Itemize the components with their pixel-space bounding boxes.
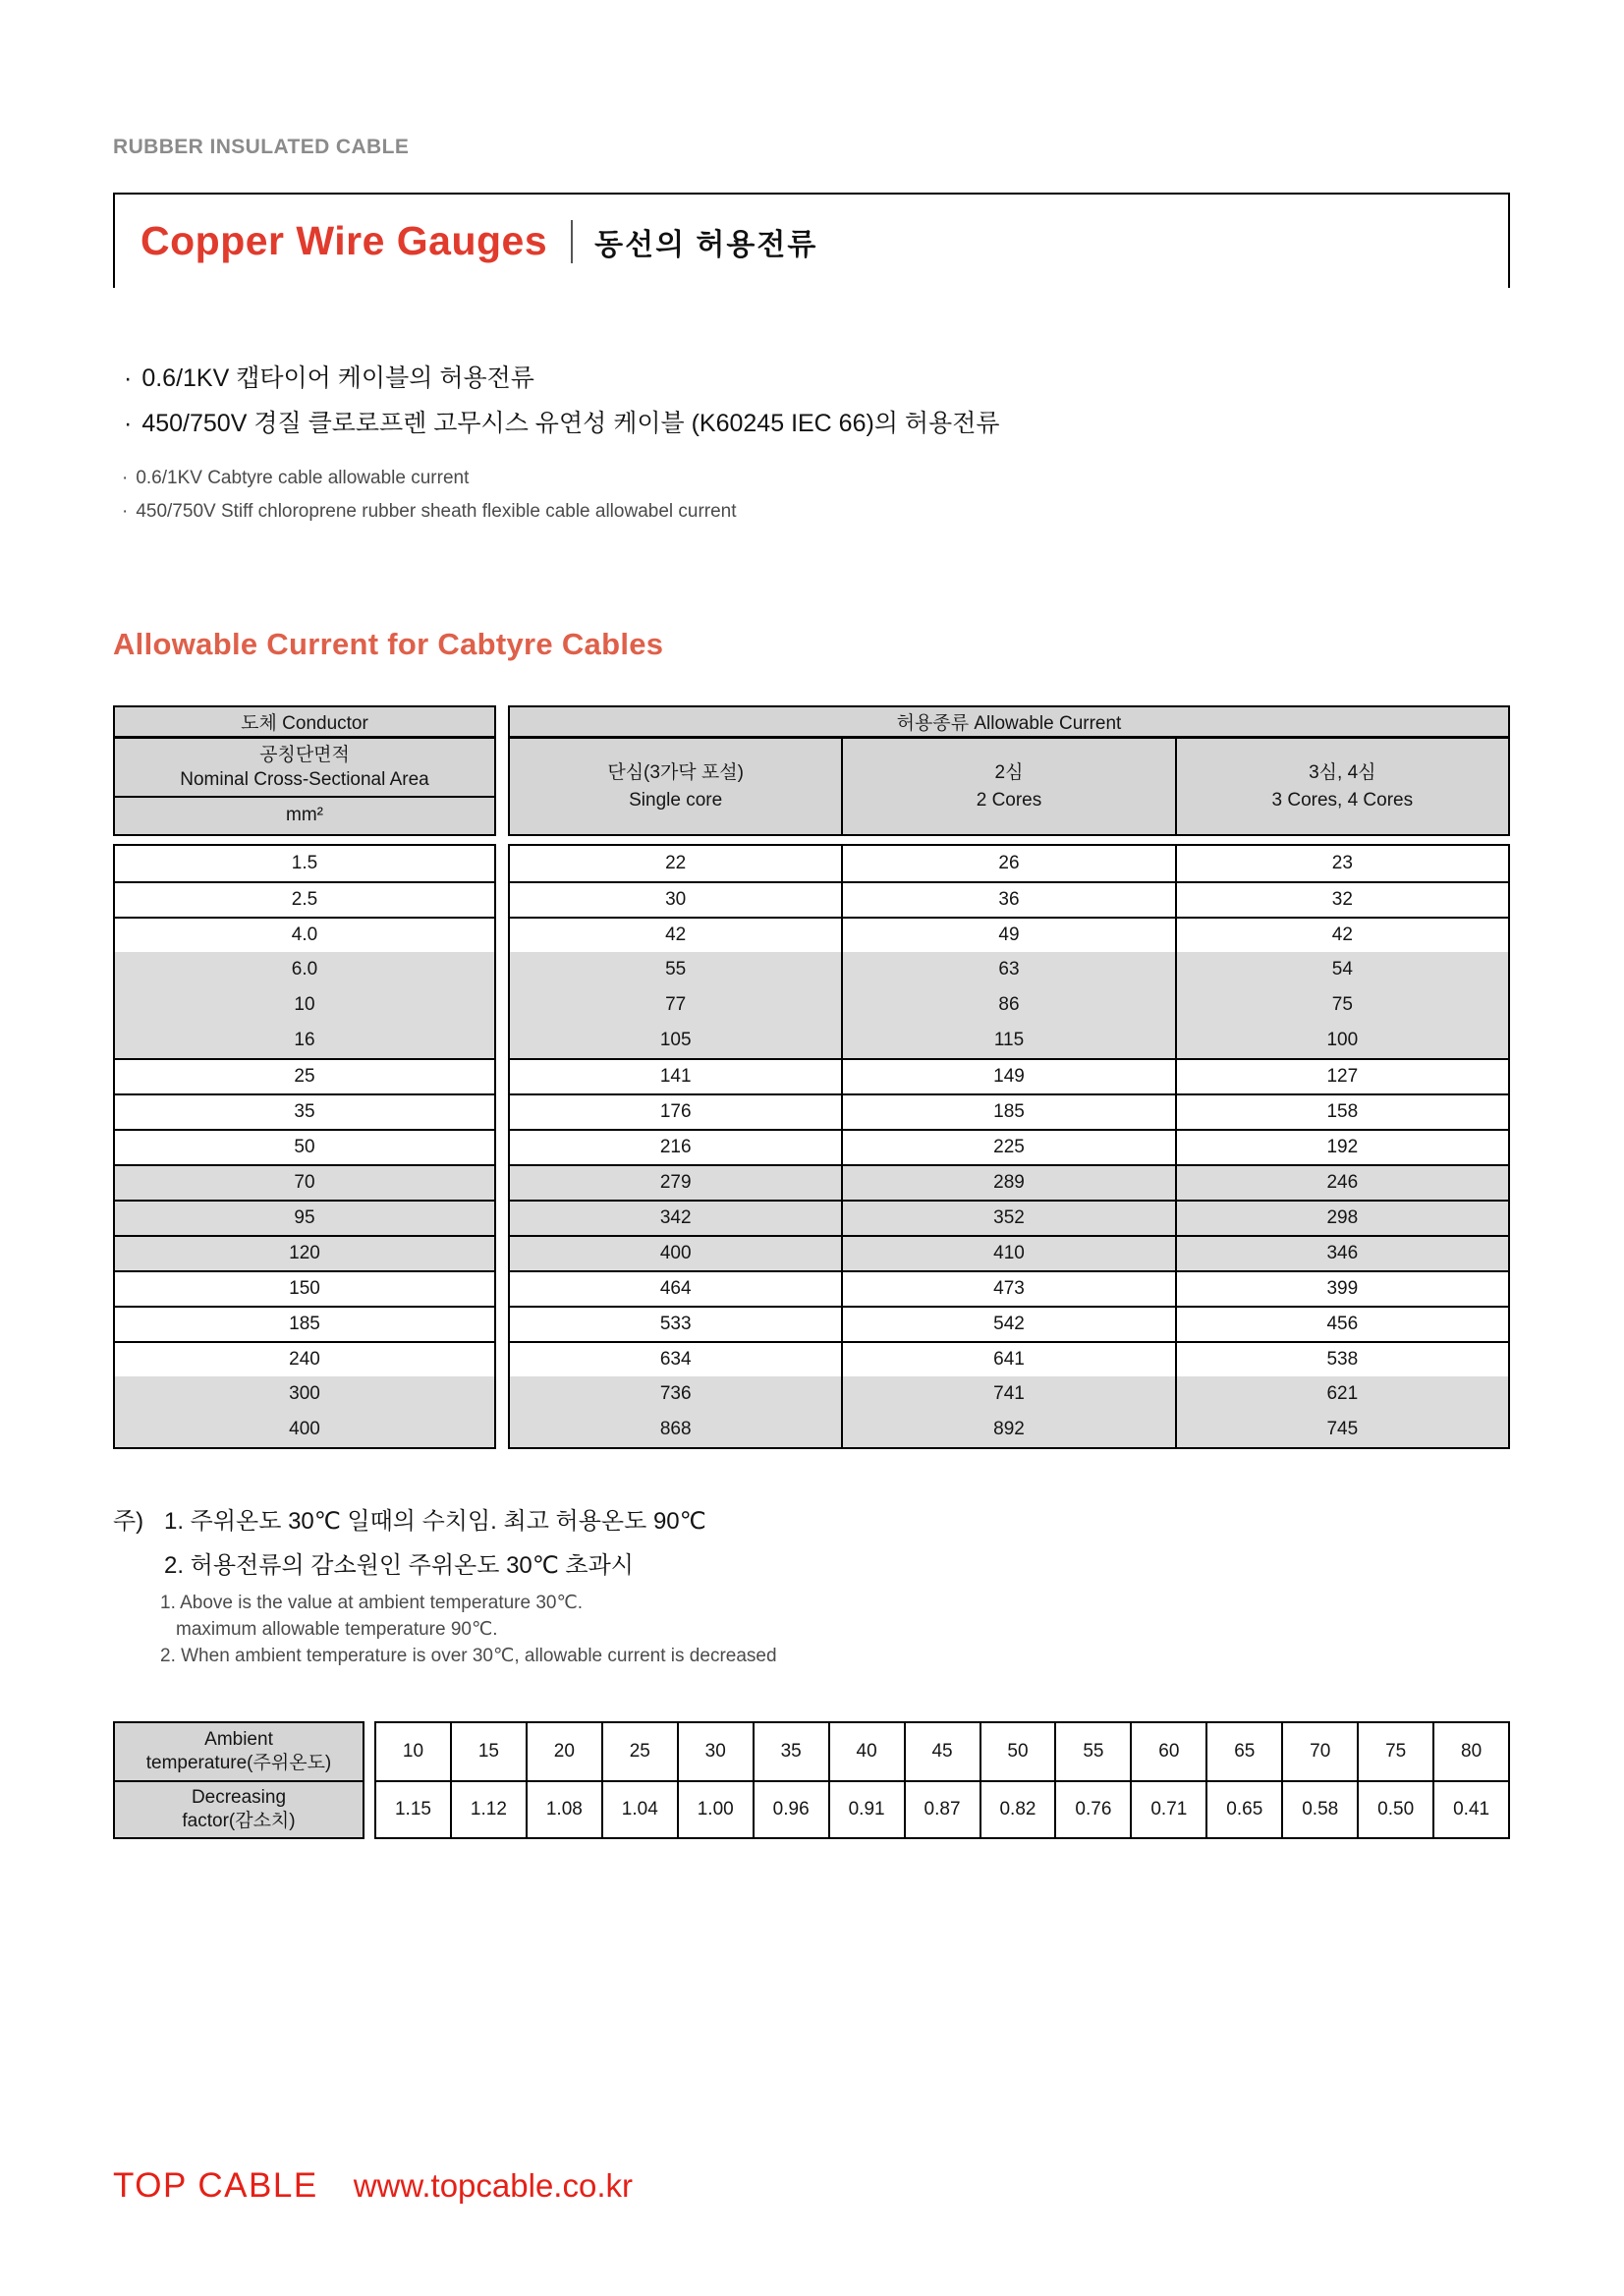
- factor-cell: 0.87: [904, 1782, 980, 1837]
- current-value-cell: 533: [659, 1314, 692, 1334]
- factor-cell: 0.65: [1205, 1782, 1281, 1837]
- column-label-english: 2 Cores: [976, 789, 1042, 811]
- brand-name: TOP CABLE: [113, 2166, 318, 2205]
- area-header-cell: [115, 739, 494, 798]
- current-value-cell: 36: [841, 883, 1174, 917]
- bullet-text: 450/750V 경질 클로로프렌 고무시스 유연성 케이블 (K60245 IEC 66)의 허용전류: [141, 410, 1000, 437]
- current-row: [510, 1058, 1508, 1093]
- current-value-cell: 400: [659, 1243, 692, 1263]
- temperature-cell: 50: [980, 1723, 1055, 1780]
- current-value-cell: 464: [659, 1278, 692, 1299]
- current-value-cell: 32: [1175, 883, 1508, 917]
- label-line: factor(감소치): [182, 1811, 296, 1831]
- note-line: 1. Above is the value at ambient temperature 30℃.: [160, 1593, 584, 1613]
- current-value-cell: 42: [1175, 919, 1508, 952]
- temperature-cell: 25: [601, 1723, 677, 1780]
- conductor-area-cell: 300: [115, 1376, 494, 1412]
- main-table-body-left: [113, 844, 496, 1449]
- conductor-area-cell: 4.0: [115, 917, 494, 952]
- title-box: [113, 193, 1510, 288]
- factor-cell: 1.00: [677, 1782, 753, 1837]
- label-line: Ambient: [204, 1729, 273, 1750]
- bullet-marker: ·: [124, 410, 133, 437]
- allowable-header-cell: 허용종류 Allowable Current: [510, 707, 1508, 739]
- allowable-current-table: [113, 705, 1510, 1449]
- note-line: 2. 허용전류의 감소원인 주위온도 30℃ 초과시: [164, 1552, 634, 1579]
- current-value-cell: 115: [841, 1023, 1174, 1058]
- bullet-line: [124, 401, 1000, 446]
- table-header: [113, 705, 1510, 836]
- temperature-cell: 70: [1281, 1723, 1357, 1780]
- bullet-line: [124, 356, 1000, 401]
- column-label-english: Single core: [629, 789, 723, 811]
- current-value-cell: 736: [659, 1383, 692, 1404]
- factor-table-values: [374, 1721, 1510, 1839]
- current-value-cell: 86: [841, 987, 1174, 1023]
- core-column-headers: [510, 739, 1508, 834]
- current-value-cell: 192: [1175, 1131, 1508, 1164]
- temperature-cell: 20: [526, 1723, 601, 1780]
- area-label-korean: 공칭단면적: [259, 745, 350, 765]
- bullet-line: [122, 495, 737, 529]
- page-title: Copper Wire Gauges: [140, 218, 548, 263]
- current-value-cell: 456: [1175, 1308, 1508, 1341]
- current-value-cell: 185: [841, 1095, 1174, 1129]
- conductor-area-cell: 70: [115, 1164, 494, 1200]
- decreasing-factor-table: [113, 1721, 1510, 1839]
- note-line: maximum allowable temperature 90℃.: [176, 1619, 498, 1640]
- current-value-cell: 63: [841, 952, 1174, 987]
- label-line: Decreasing: [191, 1787, 287, 1808]
- temperature-cell: 30: [677, 1723, 753, 1780]
- intro-bullets-english: [122, 462, 737, 529]
- column-label-korean: 2심: [994, 761, 1024, 783]
- column-label-korean: 3심, 4심: [1309, 761, 1376, 783]
- notes-korean: [113, 1499, 706, 1588]
- temperature-cell: 35: [753, 1723, 828, 1780]
- conductor-area-cell: 25: [115, 1058, 494, 1093]
- conductor-area-cell: 6.0: [115, 952, 494, 987]
- factor-value-row: [376, 1780, 1508, 1837]
- current-value-cell: 30: [665, 889, 687, 910]
- page-footer: [113, 2166, 633, 2206]
- current-value-cell: 100: [1175, 1023, 1508, 1058]
- current-row: [510, 1306, 1508, 1341]
- current-value-cell: 42: [665, 924, 687, 945]
- current-value-cell: 127: [1175, 1060, 1508, 1093]
- current-value-cell: 75: [1175, 987, 1508, 1023]
- main-table-body-right: [508, 844, 1510, 1449]
- bullet-text: 0.6/1KV 캡타이어 케이블의 허용전류: [141, 364, 534, 392]
- temperature-cell: 40: [828, 1723, 904, 1780]
- current-value-cell: 289: [841, 1166, 1174, 1200]
- note-line: 1. 주위온도 30℃ 일때의 수치임. 최고 허용온도 90℃: [164, 1508, 706, 1535]
- conductor-area-cell: 120: [115, 1235, 494, 1270]
- label-line: temperature(주위온도): [145, 1753, 332, 1773]
- current-value-cell: 634: [659, 1349, 692, 1370]
- bullet-marker: ·: [122, 501, 129, 522]
- current-row: [510, 1235, 1508, 1270]
- temperature-cell: 75: [1357, 1723, 1432, 1780]
- column-label-korean: 단심(3가닥 포설): [607, 761, 744, 783]
- conductor-area-cell: 1.5: [291, 853, 318, 873]
- current-value-cell: 176: [659, 1101, 692, 1122]
- conductor-area-cell: 35: [115, 1093, 494, 1129]
- column-label-english: 3 Cores, 4 Cores: [1271, 789, 1414, 811]
- temperature-cell: 55: [1054, 1723, 1130, 1780]
- factor-cell: 1.15: [394, 1799, 431, 1820]
- current-value-cell: 868: [659, 1419, 692, 1439]
- current-row: [510, 1164, 1508, 1200]
- current-value-cell: 892: [841, 1412, 1174, 1447]
- conductor-header-cell: 도체 Conductor: [115, 707, 494, 739]
- current-row: [510, 846, 1508, 881]
- current-row: [510, 1412, 1508, 1447]
- bullet-marker: ·: [124, 364, 133, 392]
- current-row: [510, 1129, 1508, 1164]
- temperature-cell: 15: [450, 1723, 526, 1780]
- current-value-cell: 279: [659, 1172, 692, 1193]
- current-value-cell: 158: [1175, 1095, 1508, 1129]
- bullet-text: 0.6/1KV Cabtyre cable allowable current: [136, 468, 470, 488]
- note-line: 2. When ambient temperature is over 30℃, allowable current is decreased: [160, 1646, 777, 1666]
- factor-cell: 1.08: [526, 1782, 601, 1837]
- current-value-cell: 49: [841, 919, 1174, 952]
- column-header-single-core: [510, 739, 841, 834]
- website-url: www.topcable.co.kr: [353, 2167, 633, 2204]
- current-value-cell: 54: [1175, 952, 1508, 987]
- current-value-cell: 538: [1175, 1343, 1508, 1376]
- current-value-cell: 246: [1175, 1166, 1508, 1200]
- current-value-cell: 141: [659, 1066, 692, 1087]
- current-value-cell: 352: [841, 1202, 1174, 1235]
- current-value-cell: 55: [665, 959, 687, 980]
- factor-cell: 0.76: [1054, 1782, 1130, 1837]
- conductor-header-block: [113, 705, 496, 836]
- current-row: [510, 917, 1508, 952]
- notes-korean-lines: [164, 1499, 706, 1588]
- table-body: [113, 844, 1510, 1449]
- factor-table-labels: [113, 1721, 364, 1839]
- notes-english: [160, 1590, 777, 1669]
- current-value-cell: 473: [841, 1272, 1174, 1306]
- factor-cell: 1.04: [601, 1782, 677, 1837]
- current-value-cell: 745: [1175, 1412, 1508, 1447]
- temperature-cell: 80: [1432, 1723, 1508, 1780]
- conductor-area-cell: 185: [115, 1306, 494, 1341]
- section-heading: Allowable Current for Cabtyre Cables: [113, 627, 664, 661]
- bullet-text: 450/750V Stiff chloroprene rubber sheath flexible cable allowabel current: [136, 501, 737, 522]
- current-row: [510, 952, 1508, 987]
- temperature-cell: 10: [402, 1741, 424, 1762]
- current-row: [510, 881, 1508, 917]
- current-value-cell: 399: [1175, 1272, 1508, 1306]
- temperature-cell: 45: [904, 1723, 980, 1780]
- conductor-area-cell: 16: [115, 1023, 494, 1058]
- column-header-3-4-cores: [1175, 739, 1508, 834]
- allowable-header-block: [508, 705, 1510, 836]
- temperature-cell: 65: [1205, 1723, 1281, 1780]
- conductor-area-cell: 50: [115, 1129, 494, 1164]
- area-label-english: Nominal Cross-Sectional Area: [180, 769, 429, 790]
- conductor-area-cell: 95: [115, 1200, 494, 1235]
- factor-cell: 1.12: [450, 1782, 526, 1837]
- current-value-cell: 105: [659, 1030, 692, 1050]
- current-row: [510, 1376, 1508, 1412]
- intro-bullets-korean: [124, 356, 1000, 446]
- conductor-area-cell: 240: [115, 1341, 494, 1376]
- current-row: [510, 1341, 1508, 1376]
- conductor-area-cell: 10: [115, 987, 494, 1023]
- factor-cell: 0.82: [980, 1782, 1055, 1837]
- current-row: [510, 1270, 1508, 1306]
- current-value-cell: 342: [659, 1207, 692, 1228]
- notes-prefix: 주): [113, 1508, 144, 1535]
- current-value-cell: 23: [1175, 846, 1508, 881]
- current-value-cell: 298: [1175, 1202, 1508, 1235]
- conductor-area-cell: 150: [115, 1270, 494, 1306]
- conductor-area-cell: 400: [115, 1412, 494, 1447]
- current-value-cell: 346: [1175, 1237, 1508, 1270]
- page-title-korean: 동선의 허용전류: [594, 228, 818, 261]
- bullet-line: [122, 462, 737, 495]
- factor-cell: 0.50: [1357, 1782, 1432, 1837]
- current-row: [510, 1093, 1508, 1129]
- area-unit-cell: mm²: [286, 804, 323, 825]
- ambient-temperature-label: [115, 1723, 363, 1780]
- current-row: [510, 1023, 1508, 1058]
- factor-cell: 0.91: [828, 1782, 904, 1837]
- decreasing-factor-label: [115, 1780, 363, 1837]
- current-value-cell: 641: [841, 1343, 1174, 1376]
- factor-cell: 0.41: [1432, 1782, 1508, 1837]
- temperature-cell: 60: [1130, 1723, 1205, 1780]
- current-value-cell: 77: [665, 994, 687, 1015]
- current-value-cell: 621: [1175, 1376, 1508, 1412]
- bullet-marker: ·: [122, 468, 129, 488]
- current-value-cell: 741: [841, 1376, 1174, 1412]
- category-label: RUBBER INSULATED CABLE: [113, 136, 410, 158]
- current-value-cell: 542: [841, 1308, 1174, 1341]
- column-header-2-cores: [841, 739, 1174, 834]
- current-value-cell: 149: [841, 1060, 1174, 1093]
- title-divider: [571, 220, 573, 263]
- current-value-cell: 26: [841, 846, 1174, 881]
- current-value-cell: 225: [841, 1131, 1174, 1164]
- current-value-cell: 22: [665, 853, 687, 873]
- current-value-cell: 410: [841, 1237, 1174, 1270]
- current-row: [510, 987, 1508, 1023]
- factor-cell: 0.71: [1130, 1782, 1205, 1837]
- conductor-area-cell: 2.5: [115, 881, 494, 917]
- factor-cell: 0.58: [1281, 1782, 1357, 1837]
- current-row: [510, 1200, 1508, 1235]
- factor-temp-row: [376, 1723, 1508, 1780]
- current-value-cell: 216: [659, 1137, 692, 1157]
- factor-cell: 0.96: [753, 1782, 828, 1837]
